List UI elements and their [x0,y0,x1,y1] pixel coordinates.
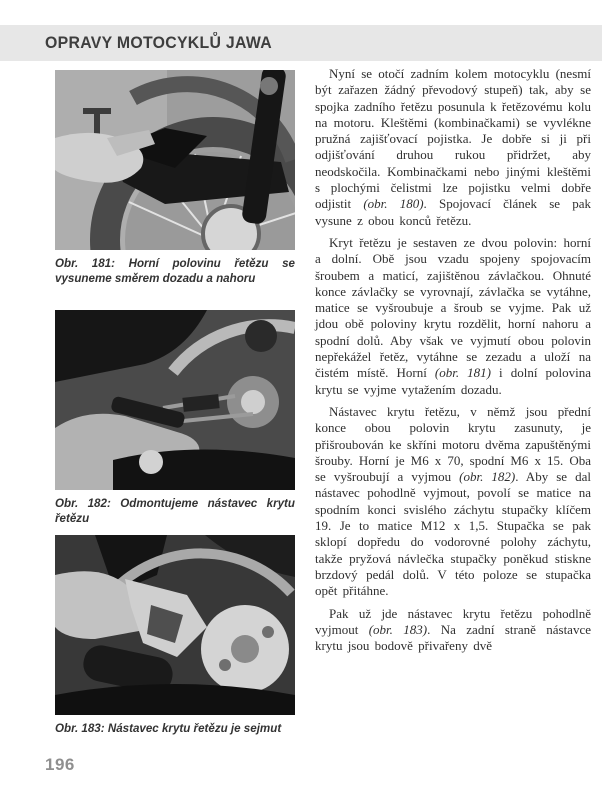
article-text-column [315,66,591,660]
rear-wheel-photo-illustration [55,70,295,250]
figure-181 [55,70,295,286]
figure-183 [55,535,295,737]
figure-183-caption: Obr. 183: Nástavec krytu řetězu je sejmut [55,722,282,735]
figure-182 [55,310,295,526]
paragraph-3: Nástavec krytu řetězu, v němž jsou přední konce obou polovin krytu zasunuty, je přišroubován ke skříni motoru dvěma zapuštěnými šrouby. Horní je M6 x 70, spodní M6 x 15. Oba se vyšroubují a vyjmou (obr. 182). Aby se dal nástavec pohodlně vyjmout, povolí se matice na spodním konci svislého záchytu stupačky klíčem 19. Je to matice M12 x 1,5. Stupačka se pak sklopí dopředu do vodorovné polohy záchytu, takže pryžová návlečka stupačky poněkud stiskne brzdový pedál dolů. V této poloze se stupačka opět přitáhne. [315,403,591,599]
paragraph-4: Pak už jde nástavec krytu řetězu pohodlně vyjmout (obr. 183). Na zadní straně nástavce krytu jsou bodově přivařeny dvě [315,605,591,654]
figure-181-caption: Obr. 181: Horní polovinu řetězu se vysuneme směrem dozadu a nahoru [55,257,295,285]
figure-182-caption: Obr. 182: Odmontujeme nástavec krytu řetězu [55,497,295,525]
figure-182-photo [55,310,295,490]
paragraph-2: Kryt řetězu je sestaven ze dvou polovin: horní a dolní. Obě jsou vzadu spojeny spojovacím šroubem a maticí, zajištěnou závlačkou. Ohnuté konce závlačky se vyrovnají, závlačka se vytáhne, matice se vyšroubuje a šroub se vyjme. Pak už jdou obě poloviny krytu rozdělit, horní nahoru a spodní dolů. Aby však ve vyjmutí obou polovin nepřekážel řetěz, vytáhne se zezadu a uloží na čistém místě. Horní (obr. 181) i dolní polovina krytu se vyjme vytažením dozadu. [315,234,591,397]
figure-181-photo [55,70,295,250]
figure-183-photo [55,535,295,715]
paragraph-1: Nyní se otočí zadním kolem motocyklu (nesmí být zařazen žádný převodový stupeň) tak, aby se spojka zadního řetězu posunula k řetězovému kolu na motoru. Kleštěmi (kombinačkami) se vyvlékne pružná zajišťovací pojistka. Je dobře si ji při odjišťování druhou rukou přidržet, aby neodskočila. Kombinačkami nebo jinými kleštěmi s plochými čelistmi lze pojistku velmi dobře odjistit (obr. 180). Spojovací článek se pak vysune z obou konců řetězu. [315,66,592,228]
cover-extension-photo-illustration [55,535,295,715]
engine-area-photo-illustration [55,310,295,490]
page-number: 196 [45,755,75,774]
page-title: OPRAVY MOTOCYKLŮ JAWA [45,33,272,52]
header-band [0,25,602,61]
